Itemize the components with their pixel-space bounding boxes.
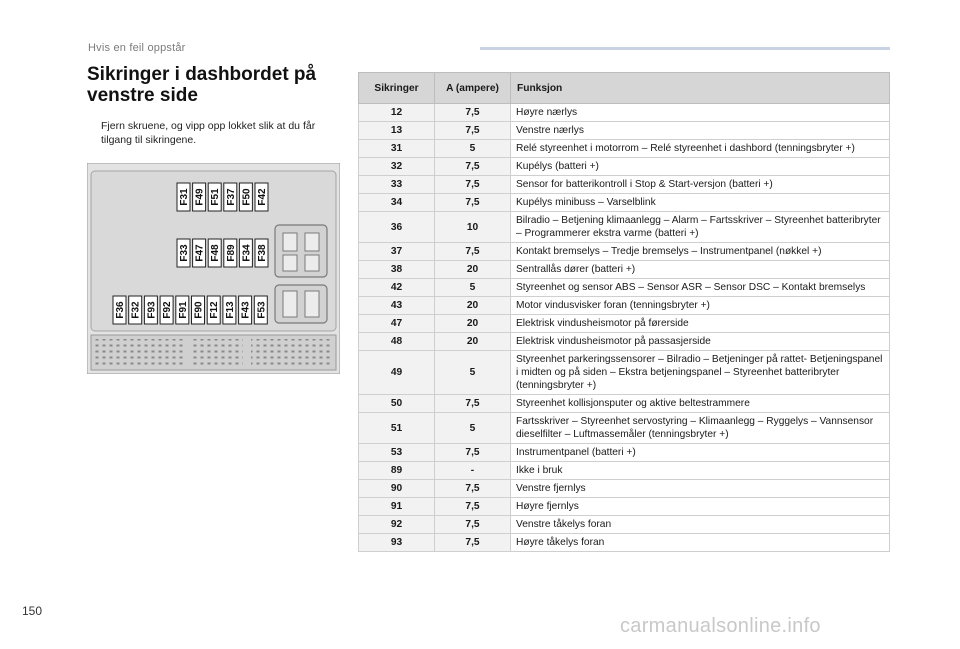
- fuse-number: 43: [359, 297, 435, 315]
- fuse-ampere: -: [435, 462, 511, 480]
- fuse-ampere: 20: [435, 315, 511, 333]
- fuse-number: 33: [359, 176, 435, 194]
- fuse-function: Elektrisk vindusheismotor på passasjerside: [511, 333, 890, 351]
- relay-upper-slot-1: [283, 233, 297, 251]
- fuse-function: Fartsskriver – Styreenhet servostyring – Klimaanlegg – Ryggelys – Vannsensor dieselfilter – Luftmassemåler (tenningsbryter +): [511, 413, 890, 444]
- table-row: [359, 261, 890, 279]
- table-row: [359, 462, 890, 480]
- fuse-label: F38: [257, 244, 268, 262]
- fuse-ampere: 7,5: [435, 194, 511, 212]
- fuse-label: F36: [115, 301, 126, 319]
- header-function: Funksjon: [511, 73, 890, 104]
- fuse-number: 53: [359, 444, 435, 462]
- fuse-box-illustration: [87, 163, 340, 374]
- table-row: [359, 333, 890, 351]
- table-row: [359, 395, 890, 413]
- fuse-label: F34: [241, 244, 253, 262]
- fuse-label: F12: [209, 301, 221, 319]
- fuse-function: Venstre fjernlys: [511, 480, 890, 498]
- fuse-ampere: 7,5: [435, 516, 511, 534]
- fuse-function: Styreenhet og sensor ABS – Sensor ASR – Sensor DSC – Kontakt bremselys: [511, 279, 890, 297]
- fuse-number: 49: [359, 351, 435, 395]
- fuse-label: F13: [224, 301, 236, 319]
- page-title: Sikringer i dashbordet på venstre side: [87, 64, 317, 106]
- fuse-number: 36: [359, 212, 435, 243]
- fuse-number: 34: [359, 194, 435, 212]
- fuse-function: Elektrisk vindusheismotor på førerside: [511, 315, 890, 333]
- table-header-row: [359, 73, 890, 104]
- fuse-ampere: 7,5: [435, 158, 511, 176]
- fuse-label: F48: [210, 244, 222, 262]
- fuse-function: Styreenhet parkeringssensorer – Bilradio – Betjeninger på rattet- Betjeningspanel i midten og på siden – Ekstra betjeningspanel – Styreenhet batteribryter (tenningsbryter +): [511, 351, 890, 395]
- fuse-function: Kupélys (batteri +): [511, 158, 890, 176]
- connector-pins-right: [251, 339, 332, 366]
- header-fuse: Sikringer: [359, 73, 435, 104]
- fuse-function: Høyre tåkelys foran: [511, 534, 890, 552]
- relay-lower-slot-1: [283, 291, 297, 317]
- fuse-ampere: 7,5: [435, 480, 511, 498]
- fuse-function: Relé styreenhet i motorrom – Relé styreenhet i dashbord (tenningsbryter +): [511, 140, 890, 158]
- fuse-function: Instrumentpanel (batteri +): [511, 444, 890, 462]
- fuse-label: F47: [194, 244, 206, 262]
- fuse-label: F53: [256, 301, 268, 319]
- fuse-label: F31: [179, 188, 190, 206]
- table-row: [359, 534, 890, 552]
- table-row: [359, 176, 890, 194]
- fuse-label: F91: [177, 301, 189, 319]
- table-row: [359, 122, 890, 140]
- relay-upper-slot-3: [283, 255, 297, 271]
- fuse-label: F89: [225, 244, 237, 262]
- fuse-label: F51: [210, 188, 222, 206]
- instruction-text: Fjern skruene, og vipp opp lokket slik at du får tilgang til sikringene.: [101, 120, 316, 146]
- relay-upper-slot-4: [305, 255, 319, 271]
- relay-upper-slot-2: [305, 233, 319, 251]
- header-bar: [480, 47, 890, 50]
- fuse-function: Ikke i bruk: [511, 462, 890, 480]
- fuse-ampere: 7,5: [435, 176, 511, 194]
- table-row: [359, 140, 890, 158]
- fuse-label: F43: [240, 301, 252, 319]
- fuse-number: 50: [359, 395, 435, 413]
- table-row: [359, 194, 890, 212]
- fuse-number: 31: [359, 140, 435, 158]
- fuse-number: 51: [359, 413, 435, 444]
- connector-pins-left: [95, 339, 185, 366]
- fuse-ampere: 7,5: [435, 104, 511, 122]
- fuse-ampere: 20: [435, 333, 511, 351]
- fuse-function: Høyre fjernlys: [511, 498, 890, 516]
- fuse-function: Kontakt bremselys – Tredje bremselys – Instrumentpanel (nøkkel +): [511, 243, 890, 261]
- section-label: Hvis en feil oppstår: [88, 42, 186, 54]
- table-row: [359, 279, 890, 297]
- connector-pins-middle: [193, 339, 243, 366]
- fuse-ampere: 5: [435, 140, 511, 158]
- fuse-number: 91: [359, 498, 435, 516]
- fuse-ampere: 7,5: [435, 122, 511, 140]
- header-ampere: A (ampere): [435, 73, 511, 104]
- fuse-function: Høyre nærlys: [511, 104, 890, 122]
- table-row: [359, 104, 890, 122]
- fuse-label: F50: [241, 188, 253, 206]
- fuse-ampere: 5: [435, 279, 511, 297]
- fuse-ampere: 7,5: [435, 243, 511, 261]
- fuse-ampere: 5: [435, 413, 511, 444]
- fuse-number: 13: [359, 122, 435, 140]
- table-row: [359, 212, 890, 243]
- table-row: [359, 351, 890, 395]
- fuse-ampere: 7,5: [435, 498, 511, 516]
- fuse-number: 37: [359, 243, 435, 261]
- table-row: [359, 315, 890, 333]
- page-number: 150: [22, 604, 43, 618]
- fuse-function: Styreenhet kollisjonsputer og aktive beltestrammere: [511, 395, 890, 413]
- fuse-number: 32: [359, 158, 435, 176]
- fuse-label: F93: [146, 301, 158, 319]
- fuse-function: Motor vindusvisker foran (tenningsbryter +): [511, 297, 890, 315]
- fuse-number: 93: [359, 534, 435, 552]
- fuse-function: Kupélys minibuss – Varselblink: [511, 194, 890, 212]
- fuse-function: Venstre nærlys: [511, 122, 890, 140]
- fuse-label: F49: [194, 188, 206, 206]
- fuse-box-diagram: [87, 163, 340, 374]
- fuse-number: 92: [359, 516, 435, 534]
- table-row: [359, 498, 890, 516]
- fuse-function: Venstre tåkelys foran: [511, 516, 890, 534]
- fuse-label: F37: [225, 188, 237, 206]
- table-body: [359, 104, 890, 552]
- table-row: [359, 413, 890, 444]
- fuse-function: Sensor for batterikontroll i Stop & Start-versjon (batteri +): [511, 176, 890, 194]
- fuse-number: 42: [359, 279, 435, 297]
- fuse-ampere: 10: [435, 212, 511, 243]
- fuse-label: F32: [130, 301, 142, 319]
- fuse-function: Bilradio – Betjening klimaanlegg – Alarm – Fartsskriver – Styreenhet batteribryter – Programmerer ekstra varme (batteri +): [511, 212, 890, 243]
- fuse-ampere: 20: [435, 297, 511, 315]
- fuse-number: 89: [359, 462, 435, 480]
- fuse-table: [358, 72, 890, 552]
- fuse-number: 90: [359, 480, 435, 498]
- table-row: [359, 158, 890, 176]
- table-row: [359, 297, 890, 315]
- table-row: [359, 243, 890, 261]
- fuse-ampere: 20: [435, 261, 511, 279]
- fuse-ampere: 5: [435, 351, 511, 395]
- fuse-label: F92: [162, 301, 174, 319]
- fuse-ampere: 7,5: [435, 534, 511, 552]
- relay-lower-slot-2: [305, 291, 319, 317]
- fuse-number: 12: [359, 104, 435, 122]
- fuse-ampere: 7,5: [435, 444, 511, 462]
- fuse-ampere: 7,5: [435, 395, 511, 413]
- table-row: [359, 516, 890, 534]
- fuse-label: F90: [193, 301, 205, 319]
- instruction: [87, 119, 347, 147]
- watermark: carmanualsonline.info: [620, 615, 821, 637]
- fuse-label: F33: [179, 244, 190, 262]
- fuse-function: Sentrallås dører (batteri +): [511, 261, 890, 279]
- fuse-label: F42: [257, 188, 268, 206]
- table-row: [359, 444, 890, 462]
- fuse-number: 38: [359, 261, 435, 279]
- fuse-number: 48: [359, 333, 435, 351]
- fuse-number: 47: [359, 315, 435, 333]
- table-row: [359, 480, 890, 498]
